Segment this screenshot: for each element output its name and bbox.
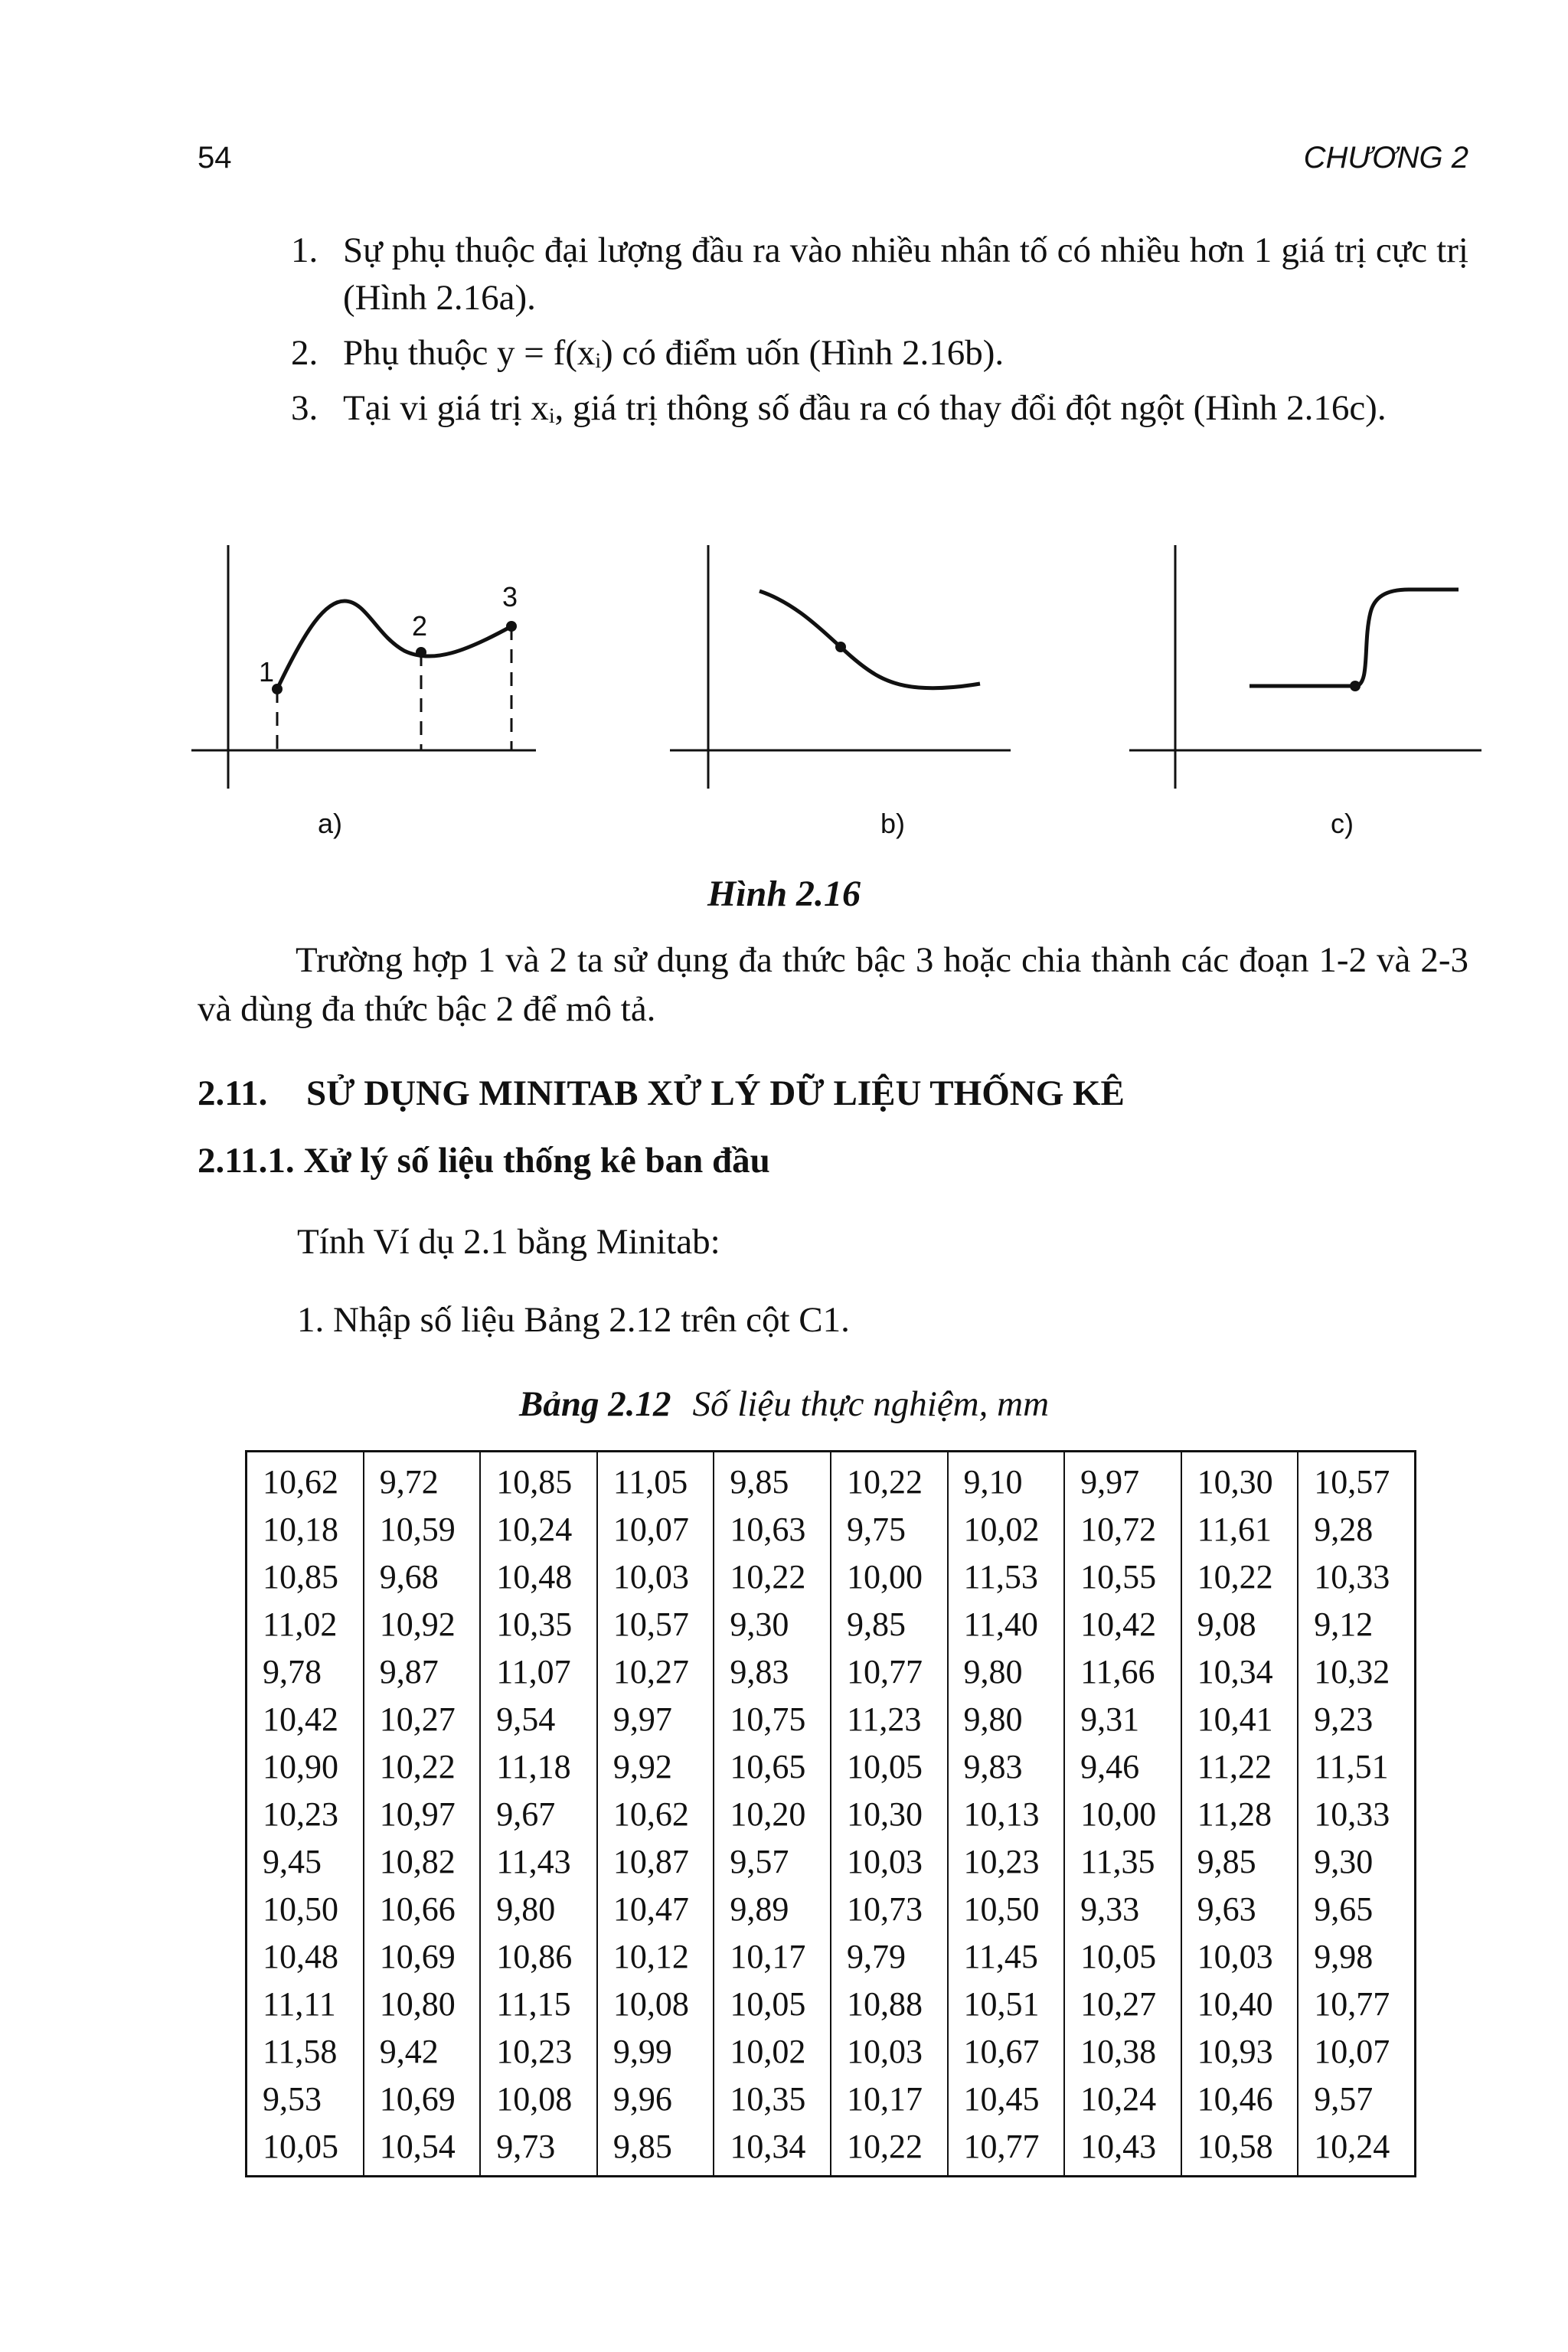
table-cell: 10,82 [364,1838,481,1886]
table-cell: 10,41 [1181,1696,1298,1743]
table-cell: 9,45 [247,1838,364,1886]
table-cell: 9,87 [364,1648,481,1696]
table-cell: 9,78 [247,1648,364,1696]
table-cell: 10,22 [831,2123,948,2177]
table-cell: 11,40 [948,1601,1065,1648]
table-cell: 11,51 [1298,1743,1415,1791]
table-row [247,1981,1416,2028]
table-cell: 9,54 [480,1696,597,1743]
table-cell: 10,17 [831,2076,948,2123]
table-cell: 10,62 [247,1452,364,1507]
table-cell: 9,57 [714,1838,831,1886]
table-cell: 10,27 [597,1648,714,1696]
chapter-label: CHƯƠNG 2 [1303,141,1468,175]
table-cell: 10,22 [364,1743,481,1791]
table-cell: 9,57 [1298,2076,1415,2123]
table-cell: 10,08 [597,1981,714,2028]
table-caption [0,1383,1568,1426]
table-row [247,1506,1416,1553]
section-number: 2.11. [198,1073,268,1113]
table-cell: 10,05 [714,1981,831,2028]
table-cell: 9,63 [1181,1886,1298,1933]
table-row [247,1553,1416,1601]
panel-b-inflection-point [835,642,846,652]
table-cell: 10,34 [714,2123,831,2177]
table-cell: 11,43 [480,1838,597,1886]
table-cell: 10,58 [1181,2123,1298,2177]
table-cell: 10,75 [714,1696,831,1743]
list-item-text: Phụ thuộc y = f(xᵢ) có điểm uốn (Hình 2.16b). [343,333,1004,373]
list-item-number: 3. [291,388,318,428]
table-cell: 9,83 [714,1648,831,1696]
table-cell: 10,87 [597,1838,714,1886]
table-cell: 10,35 [714,2076,831,2123]
table-cell: 10,47 [597,1886,714,1933]
table-cell: 9,42 [364,2028,481,2076]
table-cell: 11,02 [247,1601,364,1648]
table-cell: 9,79 [831,1933,948,1981]
table-cell: 10,66 [364,1886,481,1933]
table-cell: 9,68 [364,1553,481,1601]
table-cell: 9,85 [831,1601,948,1648]
list-item [291,384,1468,432]
table-cell: 10,03 [597,1553,714,1601]
panel-a-point-2 [416,647,426,658]
table-cell: 9,89 [714,1886,831,1933]
figure-caption: Hình 2.16 [707,874,861,914]
panel-a-curve [277,601,511,689]
table-cell: 10,24 [480,1506,597,1553]
panel-label-a: a) [318,808,343,839]
table-cell: 9,75 [831,1506,948,1553]
table-cell: 10,62 [597,1791,714,1838]
table-cell: 10,77 [1298,1981,1415,2028]
table-cell: 10,23 [247,1791,364,1838]
table-cell: 10,07 [1298,2028,1415,2076]
list-item-text: Tại vi giá trị xᵢ, giá trị thông số đầu ra có thay đổi đột ngột (Hình 2.16c). [343,388,1387,428]
table-cell: 11,11 [247,1981,364,2028]
table-body [247,1452,1416,2177]
table-cell: 9,80 [948,1648,1065,1696]
table-cell: 9,80 [948,1696,1065,1743]
table-cell: 10,51 [948,1981,1065,2028]
table-cell: 9,85 [597,2123,714,2177]
table-cell: 10,42 [1064,1601,1181,1648]
table-cell: 10,05 [247,2123,364,2177]
table-cell: 10,97 [364,1791,481,1838]
table-row [247,2076,1416,2123]
table-cell: 10,08 [480,2076,597,2123]
table-cell: 11,18 [480,1743,597,1791]
table-cell: 10,57 [597,1601,714,1648]
panel-c-curve [1250,590,1459,686]
table-cell: 11,53 [948,1553,1065,1601]
table-row [247,1601,1416,1648]
data-table [245,1450,1416,2177]
table-cell: 10,02 [948,1506,1065,1553]
table-cell: 10,88 [831,1981,948,2028]
table-cell: 9,28 [1298,1506,1415,1553]
table-cell: 9,10 [948,1452,1065,1507]
table-cell: 10,48 [480,1553,597,1601]
table-cell: 9,73 [480,2123,597,2177]
table-cell: 11,35 [1064,1838,1181,1886]
table-cell: 11,28 [1181,1791,1298,1838]
table-cell: 10,72 [1064,1506,1181,1553]
table-cell: 10,43 [1064,2123,1181,2177]
point-label-2: 2 [412,610,428,642]
table-cell: 10,86 [480,1933,597,1981]
table-cell: 10,05 [831,1743,948,1791]
table-cell: 10,13 [948,1791,1065,1838]
table-cell: 9,96 [597,2076,714,2123]
table-cell: 11,58 [247,2028,364,2076]
table-cell: 11,45 [948,1933,1065,1981]
table-cell: 10,46 [1181,2076,1298,2123]
table-cell: 9,12 [1298,1601,1415,1648]
table-row [247,1886,1416,1933]
table-row [247,2028,1416,2076]
table-row [247,1452,1416,1507]
table-cell: 10,12 [597,1933,714,1981]
table-cell: 9,72 [364,1452,481,1507]
table-cell: 10,22 [1181,1553,1298,1601]
point-label-3: 3 [502,581,518,612]
table-cell: 10,30 [831,1791,948,1838]
table-cell: 9,80 [480,1886,597,1933]
table-cell: 10,80 [364,1981,481,2028]
table-cell: 9,46 [1064,1743,1181,1791]
table-cell: 9,98 [1298,1933,1415,1981]
table-cell: 10,00 [1064,1791,1181,1838]
point-label-1: 1 [259,656,275,688]
table-cell: 10,73 [831,1886,948,1933]
panel-a-point-3 [506,621,517,632]
table-cell: 10,90 [247,1743,364,1791]
table-cell: 9,83 [948,1743,1065,1791]
table-row [247,1838,1416,1886]
section-title: SỬ DỤNG MINITAB XỬ LÝ DỮ LIỆU THỐNG KÊ [306,1073,1125,1113]
table-cell: 10,45 [948,2076,1065,2123]
panel-label-c: c) [1331,808,1354,839]
table-cell: 9,65 [1298,1886,1415,1933]
numbered-list [291,227,1468,439]
panel-label-b: b) [880,808,906,839]
table-cell: 9,23 [1298,1696,1415,1743]
table-cell: 10,03 [831,1838,948,1886]
table-cell: 10,22 [714,1553,831,1601]
table-cell: 10,24 [1064,2076,1181,2123]
table-cell: 10,57 [1298,1452,1415,1507]
table-cell: 9,31 [1064,1696,1181,1743]
table-cell: 10,23 [948,1838,1065,1886]
table-cell: 9,97 [597,1696,714,1743]
table-row [247,1648,1416,1696]
list-item-number: 1. [291,230,318,270]
table-cell: 10,92 [364,1601,481,1648]
table-cell: 9,92 [597,1743,714,1791]
table-cell: 11,07 [480,1648,597,1696]
table-cell: 10,27 [1064,1981,1181,2028]
table-cell: 10,42 [247,1696,364,1743]
table-cell: 9,67 [480,1791,597,1838]
table-cell: 10,27 [364,1696,481,1743]
table-cell: 10,50 [948,1886,1065,1933]
table-cell: 10,32 [1298,1648,1415,1696]
table-cell: 11,22 [1181,1743,1298,1791]
list-item-number: 2. [291,333,318,373]
table-cell: 10,77 [831,1648,948,1696]
table-cell: 10,48 [247,1933,364,1981]
table-cell: 10,02 [714,2028,831,2076]
table-cell: 10,69 [364,1933,481,1981]
table-cell: 9,85 [1181,1838,1298,1886]
table-cell: 10,38 [1064,2028,1181,2076]
table-cell: 10,22 [831,1452,948,1507]
table-cell: 10,93 [1181,2028,1298,2076]
table-row [247,2123,1416,2177]
table-cell: 10,23 [480,2028,597,2076]
subsection-heading: 2.11.1. Xử lý số liệu thống kê ban đầu [198,1141,770,1181]
table-cell: 10,67 [948,2028,1065,2076]
table-cell: 9,85 [714,1452,831,1507]
table-cell: 11,15 [480,1981,597,2028]
table-row [247,1791,1416,1838]
table-cell: 10,03 [831,2028,948,2076]
table-cell: 9,30 [714,1601,831,1648]
panel-c-point [1350,681,1361,691]
table-cell: 10,33 [1298,1791,1415,1838]
table-cell: 11,66 [1064,1648,1181,1696]
table-cell: 9,97 [1064,1452,1181,1507]
table-caption-number: Bảng 2.12 [518,1384,671,1424]
table-cell: 10,69 [364,2076,481,2123]
table-cell: 10,63 [714,1506,831,1553]
table-cell: 10,35 [480,1601,597,1648]
figure-2-16 [184,536,1485,858]
body-line-step: 1. Nhập số liệu Bảng 2.12 trên cột C1. [297,1300,850,1340]
table-cell: 10,33 [1298,1553,1415,1601]
table-caption-text: Số liệu thực nghiệm, mm [692,1384,1050,1424]
page-number: 54 [198,141,232,175]
table-cell: 10,77 [948,2123,1065,2177]
table-cell: 11,61 [1181,1506,1298,1553]
table-cell: 10,05 [1064,1933,1181,1981]
table-cell: 10,30 [1181,1452,1298,1507]
table-cell: 11,23 [831,1696,948,1743]
table-cell: 10,54 [364,2123,481,2177]
table-cell: 10,18 [247,1506,364,1553]
table-cell: 10,40 [1181,1981,1298,2028]
table-cell: 10,00 [831,1553,948,1601]
table-cell: 10,03 [1181,1933,1298,1981]
table-cell: 9,30 [1298,1838,1415,1886]
table-cell: 10,17 [714,1933,831,1981]
list-item-text: Sự phụ thuộc đại lượng đầu ra vào nhiều nhân tố có nhiều hơn 1 giá trị cực trị (Hình 2.16a). [343,230,1468,318]
table-cell: 9,53 [247,2076,364,2123]
table-row [247,1696,1416,1743]
table-cell: 11,05 [597,1452,714,1507]
list-item [291,329,1468,377]
table-cell: 10,59 [364,1506,481,1553]
body-line-example: Tính Ví dụ 2.1 bằng Minitab: [297,1222,720,1262]
list-item [291,227,1468,322]
panel-b-curve [760,591,980,688]
body-paragraph: Trường hợp 1 và 2 ta sử dụng đa thức bậc 3 hoặc chia thành các đoạn 1-2 và 2-3 và dùng đa thức bậc 2 để mô tả. [198,940,1468,1029]
table-cell: 10,65 [714,1743,831,1791]
table-cell: 10,20 [714,1791,831,1838]
table-cell: 10,24 [1298,2123,1415,2177]
table-cell: 9,08 [1181,1601,1298,1648]
table-cell: 10,85 [480,1452,597,1507]
table-cell: 9,33 [1064,1886,1181,1933]
figure-svg [184,536,1485,858]
table-cell: 9,99 [597,2028,714,2076]
table-cell: 10,55 [1064,1553,1181,1601]
section-heading [198,1072,1125,1115]
table-row [247,1743,1416,1791]
table-cell: 10,50 [247,1886,364,1933]
table-row [247,1933,1416,1981]
table-cell: 10,34 [1181,1648,1298,1696]
table-cell: 10,85 [247,1553,364,1601]
table-cell: 10,07 [597,1506,714,1553]
